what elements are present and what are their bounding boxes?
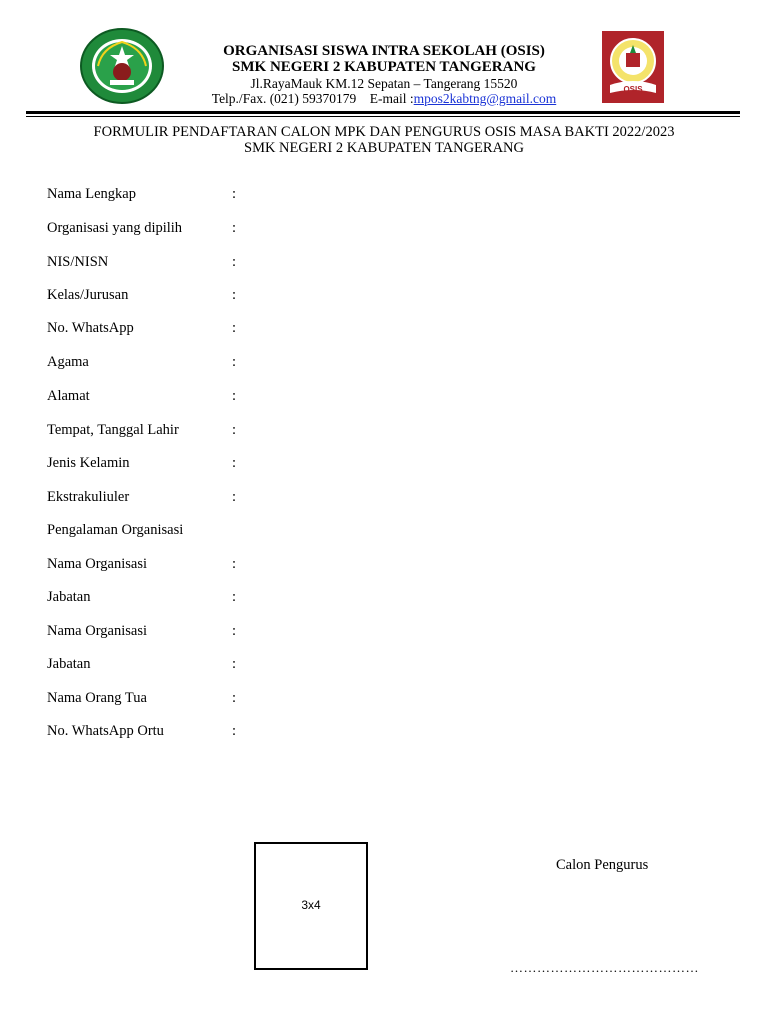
- field-colon: :: [232, 186, 237, 202]
- field-label: Nama Organisasi: [47, 623, 147, 639]
- section-label: Pengalaman Organisasi: [47, 522, 184, 538]
- field-colon: :: [232, 489, 237, 505]
- signature-title: Calon Pengurus: [556, 857, 649, 873]
- field-label: Jabatan: [47, 589, 91, 605]
- form-title-line-2: SMK NEGERI 2 KABUPATEN TANGERANG: [244, 140, 524, 156]
- field-label: Organisasi yang dipilih: [47, 220, 183, 236]
- field-label: Jenis Kelamin: [47, 455, 130, 471]
- field-colon: :: [232, 589, 237, 605]
- form-title-line-1: FORMULIR PENDAFTARAN CALON MPK DAN PENGURUS OSIS MASA BAKTI 2022/2023: [93, 124, 675, 140]
- contact-prefix: Telp./Fax. (021) 59370179 E-mail :: [211, 91, 414, 106]
- letterhead-rule-thick: [26, 111, 740, 114]
- field-colon: :: [232, 623, 237, 639]
- field-colon: :: [232, 254, 237, 270]
- photo-size-label: 3x4: [301, 898, 321, 912]
- photo-placeholder: [254, 842, 368, 970]
- field-label: Alamat: [47, 388, 90, 404]
- osis-logo: [602, 31, 664, 103]
- contact-line: [170, 91, 598, 106]
- field-label: NIS/NISN: [47, 254, 109, 270]
- osis-logo-text: OSIS: [623, 85, 643, 94]
- field-colon: :: [232, 422, 237, 438]
- field-colon: :: [232, 287, 237, 303]
- field-label: No. WhatsApp Ortu: [47, 723, 164, 739]
- letterhead-rule-thin: [26, 116, 740, 117]
- field-label: Jabatan: [47, 656, 91, 672]
- org-name: ORGANISASI SISWA INTRA SEKOLAH (OSIS): [223, 43, 545, 59]
- email-link[interactable]: mpos2kabtng@gmail.com: [413, 91, 557, 106]
- field-colon: :: [232, 723, 237, 739]
- school-logo: [80, 28, 164, 104]
- field-colon: :: [232, 556, 237, 572]
- field-label: Ekstrakuliuler: [47, 489, 130, 505]
- field-colon: :: [232, 388, 237, 404]
- form-title: [0, 124, 768, 156]
- signature-line: ……………………………………: [510, 960, 699, 975]
- school-name: SMK NEGERI 2 KABUPATEN TANGERANG: [232, 59, 536, 75]
- field-colon: :: [232, 455, 237, 471]
- field-colon: :: [232, 320, 237, 336]
- field-colon: :: [232, 656, 237, 672]
- field-colon: :: [232, 354, 237, 370]
- field-label: Nama Lengkap: [47, 186, 136, 202]
- field-label: No. WhatsApp: [47, 320, 134, 336]
- field-colon: :: [232, 690, 237, 706]
- letterhead: [170, 43, 598, 106]
- field-label: Tempat, Tanggal Lahir: [47, 422, 179, 438]
- school-address: Jl.RayaMauk KM.12 Sepatan – Tangerang 15520: [250, 76, 518, 91]
- field-label: Nama Organisasi: [47, 556, 147, 572]
- field-colon: :: [232, 220, 237, 236]
- field-label: Kelas/Jurusan: [47, 287, 129, 303]
- field-label: Nama Orang Tua: [47, 690, 147, 706]
- field-label: Agama: [47, 354, 89, 370]
